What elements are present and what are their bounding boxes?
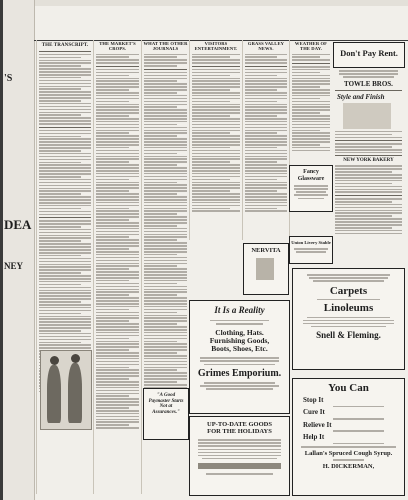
dont-pay-rent-title: Don't Pay Rent. (340, 48, 398, 58)
furnishing-goods-line: Furnishing Goods, (209, 335, 270, 345)
binding-shadow (0, 0, 3, 500)
column-3-headline: WHAT THE OTHER JOURNALS (143, 41, 188, 52)
towle-bros-name: TOWLE BROS. (344, 79, 393, 88)
ad-nervita (243, 243, 289, 295)
ad-grimes-emporium (189, 300, 290, 414)
column-2 (93, 40, 141, 494)
masthead-title: THE TRANSCRIPT. (41, 43, 89, 48)
column-2-headline: THE MARKET'S CROPS. (99, 41, 136, 52)
column-5 (242, 40, 289, 240)
stop-it-line: Stop It (303, 396, 324, 405)
carpets-heading: Carpets (329, 284, 368, 297)
ad-snell-fleming (292, 268, 405, 370)
column-6-headline: WEATHER OF THE DAY. (294, 41, 328, 52)
new-york-bakery-title: NEW YORK BAKERY (343, 158, 394, 164)
clothing-hats-line: Clothing, Hats. (215, 327, 264, 337)
column-4 (189, 40, 242, 240)
up-to-date-heading: UP-TO-DATE GOODS (207, 421, 272, 428)
you-can-heading: You Can (328, 382, 369, 394)
grimes-emporium-name: Grimes Emporium. (197, 368, 282, 380)
column-6 (289, 40, 332, 260)
ad-union-livery (289, 236, 333, 264)
boots-illustration (343, 103, 391, 129)
style-finish-heading: Style and Finish (337, 92, 385, 101)
cure-it-line: Cure It (303, 408, 325, 417)
illustration-two-men (40, 350, 92, 430)
adjacent-page-fragment (0, 0, 35, 500)
ad-holiday-goods (189, 416, 290, 496)
good-paymaster-text: "A Good Paymaster Starts Not at Assurances." (148, 393, 184, 415)
scan-top-margin (34, 0, 408, 6)
binding-text-1: 'S (4, 73, 13, 84)
ad-dont-pay-rent (333, 42, 405, 68)
nervita-title: NERVITA (251, 247, 281, 254)
snell-fleming-name: Snell & Fleming. (316, 330, 381, 341)
binding-text-3: NEY (4, 261, 24, 271)
dickerman-name: H. DICKERMAN, (322, 462, 375, 470)
for-holidays-heading: FOR THE HOLIDAYS (207, 428, 272, 436)
boots-shoes-line: Boots, Shoes, Etc. (211, 344, 268, 354)
binding-text-2: DEA (4, 217, 32, 232)
fancy-glassware-title: Fancy Glassware (297, 169, 325, 182)
linoleums-heading: Linoleums (323, 302, 374, 315)
column-4-headline: VISITORS ENTERTAINMENT. (194, 41, 238, 52)
union-livery-title: Union Livery Stable (291, 240, 331, 245)
reality-heading: It Is a Reality (214, 305, 265, 315)
help-it-line: Help It (303, 432, 325, 441)
column-5-headline: GRASS VALLEY NEWS. (247, 41, 285, 52)
column-7 (333, 68, 404, 260)
merchant-name-bar (198, 463, 281, 469)
ad-cough-syrup (292, 378, 405, 496)
nervita-portrait (256, 258, 274, 280)
lallans-syrup-name: Lallan's Spruced Cough Syrup. (304, 449, 393, 457)
ad-good-paymaster (143, 388, 189, 440)
ad-fancy-glassware (289, 165, 333, 212)
relieve-it-line: Relieve It (303, 420, 332, 429)
